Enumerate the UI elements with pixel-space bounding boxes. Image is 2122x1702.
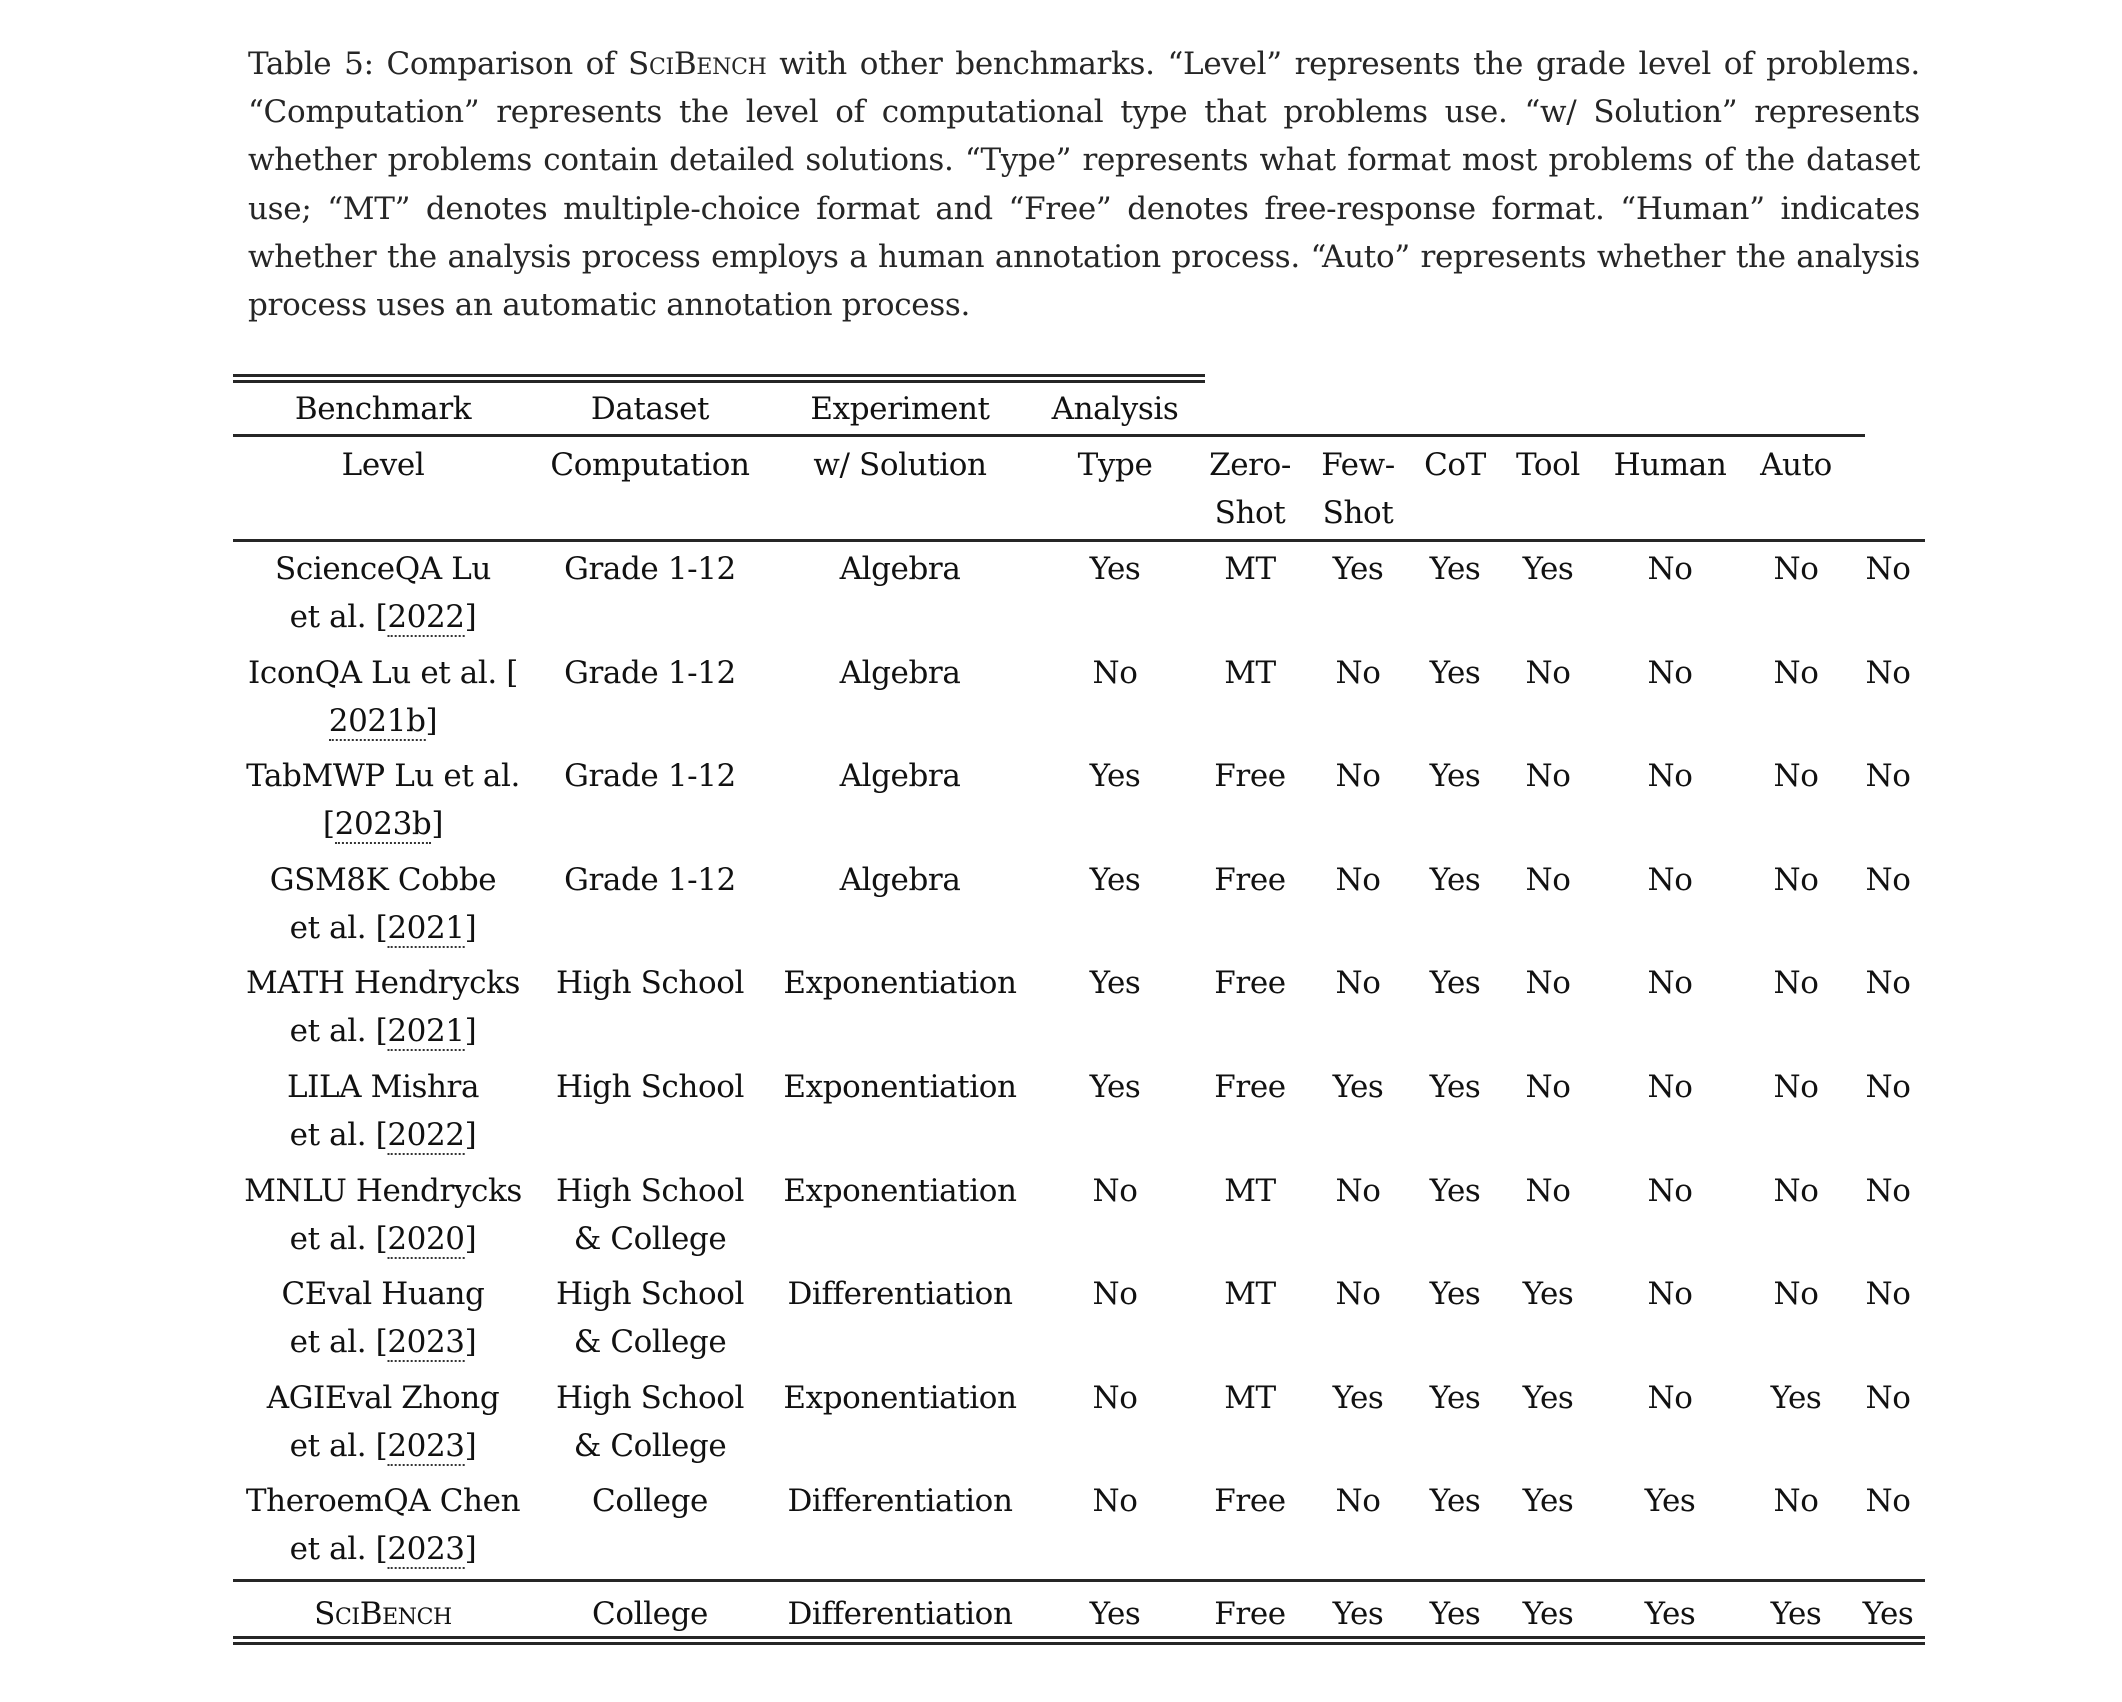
column-header: Zero- [1209,447,1291,483]
citation-link[interactable]: 2020 [387,1221,465,1257]
citation-link[interactable]: 2021b [328,703,426,739]
table-cell: No [1865,862,1911,898]
citation-link[interactable]: 2023b [334,806,432,842]
level-cell-line2: & College [573,1428,727,1464]
table-cell: Yes [1644,1596,1696,1632]
bottom-rule-1 [233,1636,1925,1639]
level-cell: Grade 1-12 [564,862,736,898]
table-cell: No [1773,1173,1819,1209]
caption-label: Table 5: [248,46,374,82]
column-header: Computation [550,447,750,483]
table-cell: Yes [1429,1483,1481,1519]
table-cell: No [1865,1380,1911,1416]
table-cell: Differentiation [787,1596,1013,1632]
table-cell: No [1092,1380,1138,1416]
table-cell: Yes [1429,862,1481,898]
table-cell: Yes [1429,1173,1481,1209]
table-cell: MT [1224,1276,1276,1312]
top-rule-1 [233,374,1205,377]
bottom-rule-2 [233,1642,1925,1645]
table-cell: Yes [1332,1380,1384,1416]
benchmark-citation-line: et al. [2023] [289,1324,477,1360]
benchmark-citation-line: et al. [2021] [289,910,477,946]
level-cell: Grade 1-12 [564,758,736,794]
table-cell: No [1092,1276,1138,1312]
table-cell: Yes [1429,1596,1481,1632]
benchmark-citation-line: et al. [2023] [289,1428,477,1464]
table-cell: Yes [1522,1380,1574,1416]
table-cell: No [1773,1483,1819,1519]
table-cell: No [1773,655,1819,691]
table-cell: Yes [1862,1596,1914,1632]
table-cell: Differentiation [787,1483,1013,1519]
table-cell: Free [1214,1069,1286,1105]
table-cell: Yes [1089,758,1141,794]
benchmark-name: CEval Huang [281,1276,485,1312]
benchmark-citation-line: et al. [2023] [289,1531,477,1567]
group-header-rule [233,434,1865,437]
table-cell: No [1773,1276,1819,1312]
scibench-name: SciBench [628,46,767,82]
table-cell: No [1773,1069,1819,1105]
benchmark-name: GSM8K Cobbe [269,862,497,898]
table-cell: No [1647,655,1693,691]
citation-link[interactable]: 2023 [387,1428,465,1464]
table-cell: No [1647,758,1693,794]
table-cell: No [1865,551,1911,587]
table-cell: Yes [1770,1380,1822,1416]
level-cell: Grade 1-12 [564,551,736,587]
table-cell: Yes [1522,551,1574,587]
table-cell: Exponentiation [783,1069,1017,1105]
table-cell: No [1647,1173,1693,1209]
table-cell: Yes [1429,1276,1481,1312]
table-cell: No [1335,1483,1381,1519]
group-header-benchmark: Benchmark [294,391,472,427]
column-header: Human [1613,447,1727,483]
level-cell: High School [555,1173,745,1209]
table-cell: No [1525,1069,1571,1105]
table-cell: Yes [1089,1596,1141,1632]
column-header-line2: Shot [1214,495,1286,531]
group-header-experiment: Experiment [810,391,990,427]
table-cell: Free [1214,862,1286,898]
scibench-row-name: SciBench [314,1596,452,1632]
table-cell: Yes [1644,1483,1696,1519]
column-header: Level [341,447,425,483]
table-cell: No [1865,1069,1911,1105]
table-cell: Yes [1770,1596,1822,1632]
benchmark-citation-line: 2021b] [328,703,438,739]
table-cell: No [1525,1173,1571,1209]
benchmark-name: TabMWP Lu et al. [246,758,520,794]
benchmark-name: MATH Hendrycks [246,965,520,1001]
table-cell: Exponentiation [783,965,1017,1001]
column-header: Tool [1516,447,1580,483]
table-cell: No [1773,862,1819,898]
column-header: Few- [1321,447,1395,483]
table-cell: No [1647,965,1693,1001]
table-cell: Yes [1429,758,1481,794]
table-cell: Free [1214,1483,1286,1519]
table-cell: No [1092,655,1138,691]
table-cell: Free [1214,758,1286,794]
table-cell: Yes [1089,965,1141,1001]
benchmark-citation-line: et al. [2022] [289,599,477,635]
table-cell: Yes [1332,551,1384,587]
citation-link[interactable]: 2023 [387,1324,465,1360]
table-cell: No [1865,758,1911,794]
table-cell: No [1525,965,1571,1001]
top-rule-2 [233,380,1205,383]
column-header: CoT [1424,447,1486,483]
table-cell: Yes [1429,1380,1481,1416]
group-header-dataset: Dataset [590,391,710,427]
benchmark-citation-line: et al. [2020] [289,1221,477,1257]
table-cell: No [1335,862,1381,898]
table-cell: No [1865,1173,1911,1209]
table-cell: Algebra [839,758,961,794]
table-cell: Yes [1089,862,1141,898]
table-cell: No [1773,965,1819,1001]
group-header-analysis: Analysis [1051,391,1179,427]
table-cell: No [1773,758,1819,794]
table-cell: Yes [1522,1596,1574,1632]
table-cell: Free [1214,965,1286,1001]
benchmark-name: MNLU Hendrycks [244,1173,522,1209]
column-header: Auto [1760,447,1832,483]
table-cell: No [1865,1483,1911,1519]
level-cell: High School [555,965,745,1001]
table-cell: No [1647,862,1693,898]
level-cell-line2: & College [573,1221,727,1257]
table-cell: Yes [1429,655,1481,691]
level-cell: Grade 1-12 [564,655,736,691]
table-cell: No [1525,758,1571,794]
table-cell: No [1865,655,1911,691]
level-cell: College [592,1483,708,1519]
table-cell: No [1647,1069,1693,1105]
benchmark-citation-line: [2023b] [322,806,444,842]
table-cell: No [1773,551,1819,587]
table-cell: Differentiation [787,1276,1013,1312]
level-cell: High School [555,1276,745,1312]
level-cell: College [592,1596,708,1632]
table-cell: MT [1224,1380,1276,1416]
table-cell: No [1647,551,1693,587]
citation-link[interactable]: 2022 [387,1117,465,1153]
benchmark-citation-line: et al. [2022] [289,1117,477,1153]
benchmark-name: LILA Mishra [286,1069,480,1105]
table-cell: Algebra [839,862,961,898]
table-cell: MT [1224,551,1276,587]
citation-link[interactable]: 2023 [387,1531,465,1567]
table-cell: Exponentiation [783,1380,1017,1416]
table-cell: Yes [1429,1069,1481,1105]
final-row-top-rule [233,1579,1925,1582]
table-cell: No [1335,758,1381,794]
table-cell: No [1092,1173,1138,1209]
benchmark-name: TheroemQA Chen [245,1483,521,1519]
table-cell: No [1865,1276,1911,1312]
table-cell: No [1092,1483,1138,1519]
table-cell: No [1865,965,1911,1001]
table-cell: No [1525,862,1571,898]
table-cell: Yes [1429,551,1481,587]
table-cell: No [1335,1173,1381,1209]
table-cell: Algebra [839,655,961,691]
column-header: Type [1077,447,1153,483]
table-cell: No [1647,1380,1693,1416]
benchmark-name: ScienceQA Lu [275,551,491,587]
table-cell: MT [1224,1173,1276,1209]
table-cell: Exponentiation [783,1173,1017,1209]
column-header-line2: Shot [1322,495,1394,531]
citation-link[interactable]: 2022 [387,599,465,635]
table-cell: Yes [1429,965,1481,1001]
table-cell: Yes [1089,551,1141,587]
citation-link[interactable]: 2021 [387,1013,465,1049]
benchmark-citation-line: et al. [2021] [289,1013,477,1049]
table-cell: No [1525,655,1571,691]
citation-link[interactable]: 2021 [387,910,465,946]
table-cell: MT [1224,655,1276,691]
table-cell: Free [1214,1596,1286,1632]
header-bottom-rule [233,539,1925,542]
table-cell: Yes [1522,1483,1574,1519]
table-cell: No [1335,655,1381,691]
column-header: w/ Solution [813,447,987,483]
table-cell: Yes [1522,1276,1574,1312]
table-cell: Yes [1089,1069,1141,1105]
level-cell: High School [555,1069,745,1105]
table-cell: Yes [1332,1069,1384,1105]
table-cell: No [1335,1276,1381,1312]
level-cell-line2: & College [573,1324,727,1360]
benchmark-name: IconQA Lu et al. [ [248,655,518,691]
level-cell: High School [555,1380,745,1416]
table-cell: Algebra [839,551,961,587]
table-caption: Table 5: Comparison of SciBench with other benchmarks. “Level” represents the grade level of problems. “Computation” represents the level of computational type that problems use. “w/ Solution” represents whether problems contain detailed solutions. “Type” represents what format most problems of the dataset use; “MT” denotes multiple-choice format and “Free” denotes free-response format. “Human” indicates whether the analysis process employs a human annotation process. “Auto” represents whether the analysis process uses an automatic annotation process. [248,46,1920,324]
table-cell: No [1335,965,1381,1001]
benchmark-name: AGIEval Zhong [266,1380,500,1416]
table-cell: Yes [1332,1596,1384,1632]
table-cell: No [1647,1276,1693,1312]
